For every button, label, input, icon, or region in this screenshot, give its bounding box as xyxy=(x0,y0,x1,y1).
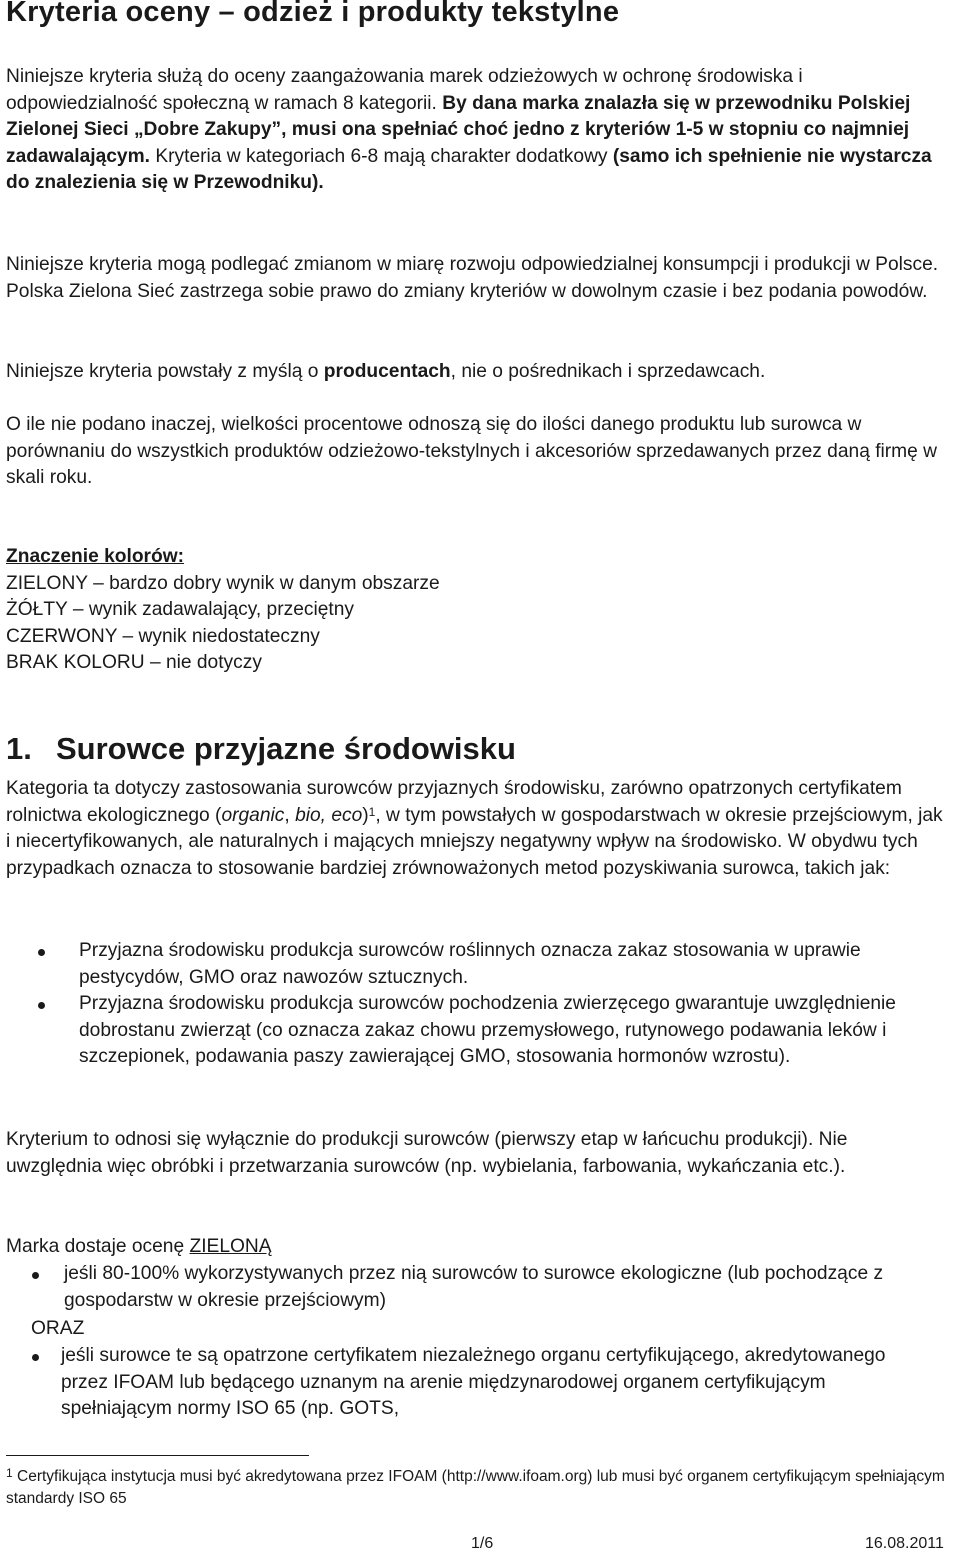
list-item-text: Przyjazna środowisku produkcja surowców pochodzenia zwierzęcego gwarantuje uwzględnienie dobrostanu zwierząt (co oznacza zakaz chowu przemysłowego, rutynowego podawania leków i szczepionek, podawania paszy zawierającej GMO, stosowania hormonów wzrostu). xyxy=(79,993,896,1067)
legend-heading: Znaczenie kolorów: xyxy=(6,546,185,567)
list-item-text: jeśli 80-100% wykorzystywanych przez nią surowców to surowce ekologiczne (lub pochodzące z gospodarstw w okresie przejściowym) xyxy=(64,1263,884,1311)
grade-green-label: ZIELONĄ xyxy=(189,1236,272,1257)
bullet-icon xyxy=(32,1354,39,1361)
list-item-text: Przyjazna środowisku produkcja surowców roślinnych oznacza zakaz stosowania w uprawie pestycydów, GMO oraz nawozów sztucznych. xyxy=(79,940,861,988)
list-item xyxy=(6,991,946,1071)
legend-item-none: BRAK KOLORU – nie dotyczy xyxy=(6,652,262,673)
intro-text-producers-c: , nie o pośrednikach i sprzedawcach. xyxy=(450,361,766,382)
grade-criteria-list-1 xyxy=(6,1261,946,1314)
bullet-icon xyxy=(32,1272,39,1279)
page-number: 1/6 xyxy=(471,1535,494,1552)
intro-paragraph-3 xyxy=(6,359,946,386)
intro-text-changes: Niniejsze kryteria mogą podlegać zmianom w miarę rozwoju odpowiedzialnej konsumpcji i produkcji w Polsce. xyxy=(6,254,939,275)
raw-materials-list xyxy=(6,938,946,1071)
intro-text: Niniejsze kryteria służą do oceny zaangażowania marek odzieżowych w ochronę środowiska i odpowiedzialność społeczną w ramach 8 kategorii. xyxy=(6,66,803,114)
legend-item-yellow: ŻÓŁTY – wynik zadawalający, przeciętny xyxy=(6,599,355,620)
section-1-bio-eco: bio, eco xyxy=(295,804,363,826)
bullet-icon xyxy=(38,949,45,956)
footnote-text: Certyfikująca instytucja musi być akredytowana przez IFOAM (http://www.ifoam.org) lub musi być organem certyfikującym spełniającym standardy ISO 65 xyxy=(6,1468,945,1507)
intro-text-additional: Kryteria w kategoriach 6-8 mają charakter dodatkowy xyxy=(155,145,608,167)
intro-bold-note: (samo ich spełnienie nie wystarcza do znalezienia się w Przewodniku). xyxy=(6,145,932,193)
document-date: 16.08.2011 xyxy=(865,1535,944,1552)
intro-paragraph-4: O ile nie podano inaczej, wielkości procentowe odnoszą się do ilości danego produktu lub surowca w porównaniu do wszystkich produktów odzieżowo-tekstylnych i akcesoriów sprzedawanych przez daną firmę w skali roku. xyxy=(6,414,938,488)
grade-criteria-list-2 xyxy=(6,1343,926,1423)
section-1-text-a: Kategoria ta dotyczy zastosowania surowców przyjaznych środowisku, zarówno opatrzonych certyfikatem rolnictwa ekologicznego ( xyxy=(6,778,902,826)
section-1-paren: ) xyxy=(362,804,369,826)
section-number: 1. xyxy=(6,731,32,766)
intro-text-rights: Polska Zielona Sieć zastrzega sobie prawo do zmiany kryteriów w dowolnym czasie i bez podania powodów. xyxy=(6,280,928,302)
section-1-comma: , xyxy=(284,804,296,826)
list-item xyxy=(6,938,946,991)
footnote xyxy=(6,1466,946,1510)
document-title: Kryteria oceny – odzież i produkty tekstylne xyxy=(6,0,620,28)
section-1-intro xyxy=(6,776,946,882)
bullet-icon xyxy=(38,1002,45,1009)
intro-paragraph-1 xyxy=(6,64,946,197)
legend-item-green: ZIELONY – bardzo dobry wynik w danym obszarze xyxy=(6,572,440,594)
section-1-heading xyxy=(6,731,516,767)
footnote-mark: 1 xyxy=(6,1466,13,1480)
section-title: Surowce przyjazne środowisku xyxy=(56,731,516,766)
intro-text-producers-bold: producentach xyxy=(323,361,451,382)
oraz-connector: ORAZ xyxy=(31,1318,85,1339)
list-item xyxy=(6,1343,926,1423)
footnote-ref: 1 xyxy=(368,804,376,819)
intro-text-producers-a: Niniejsze kryteria powstały z myślą o xyxy=(6,361,319,382)
section-1-scope: Kryterium to odnosi się wyłącznie do produkcji surowców (pierwszy etap w łańcuchu produkcji). Nie uwzględnia więc obróbki i przetwarzania surowców (np. wybielania, farbowania, wykańczania etc.). xyxy=(6,1129,848,1177)
section-1-organic: organic xyxy=(221,804,285,826)
intro-bold-requirement: By dana marka znalazła się w przewodniku Polskiej Zielonej Sieci „Dobre Zakupy”, musi ona spełniać choć jedno z kryteriów 1-5 w stopniu co najmniej zadawalającym. xyxy=(6,92,911,167)
intro-paragraph-2 xyxy=(6,252,946,305)
section-1-text-c: , w tym powstałych w gospodarstwach w okresie przejściowym, jak i niecertyfikowanych, ale naturalnych i mających mniejszy negatywny wpływ na środowisko. W obydwu tych przypadkach oznacza to stosowanie bardziej zrównoważonych metod pozyskiwania surowca, takich jak: xyxy=(6,804,943,879)
list-item xyxy=(6,1261,946,1314)
list-item-text: jeśli surowce te są opatrzone certyfikatem niezależnego organu certyfikującego, akredytowanego przez IFOAM lub będącego uznanym na arenie międzynarodowej organem certyfikującym spełniającym normy ISO 65 (np. GOTS, xyxy=(61,1345,886,1419)
legend-item-red: CZERWONY – wynik niedostateczny xyxy=(6,625,320,647)
footnote-separator xyxy=(6,1455,309,1456)
color-legend xyxy=(6,544,440,677)
grade-prefix: Marka dostaje ocenę xyxy=(6,1236,185,1257)
grade-intro xyxy=(6,1234,946,1261)
